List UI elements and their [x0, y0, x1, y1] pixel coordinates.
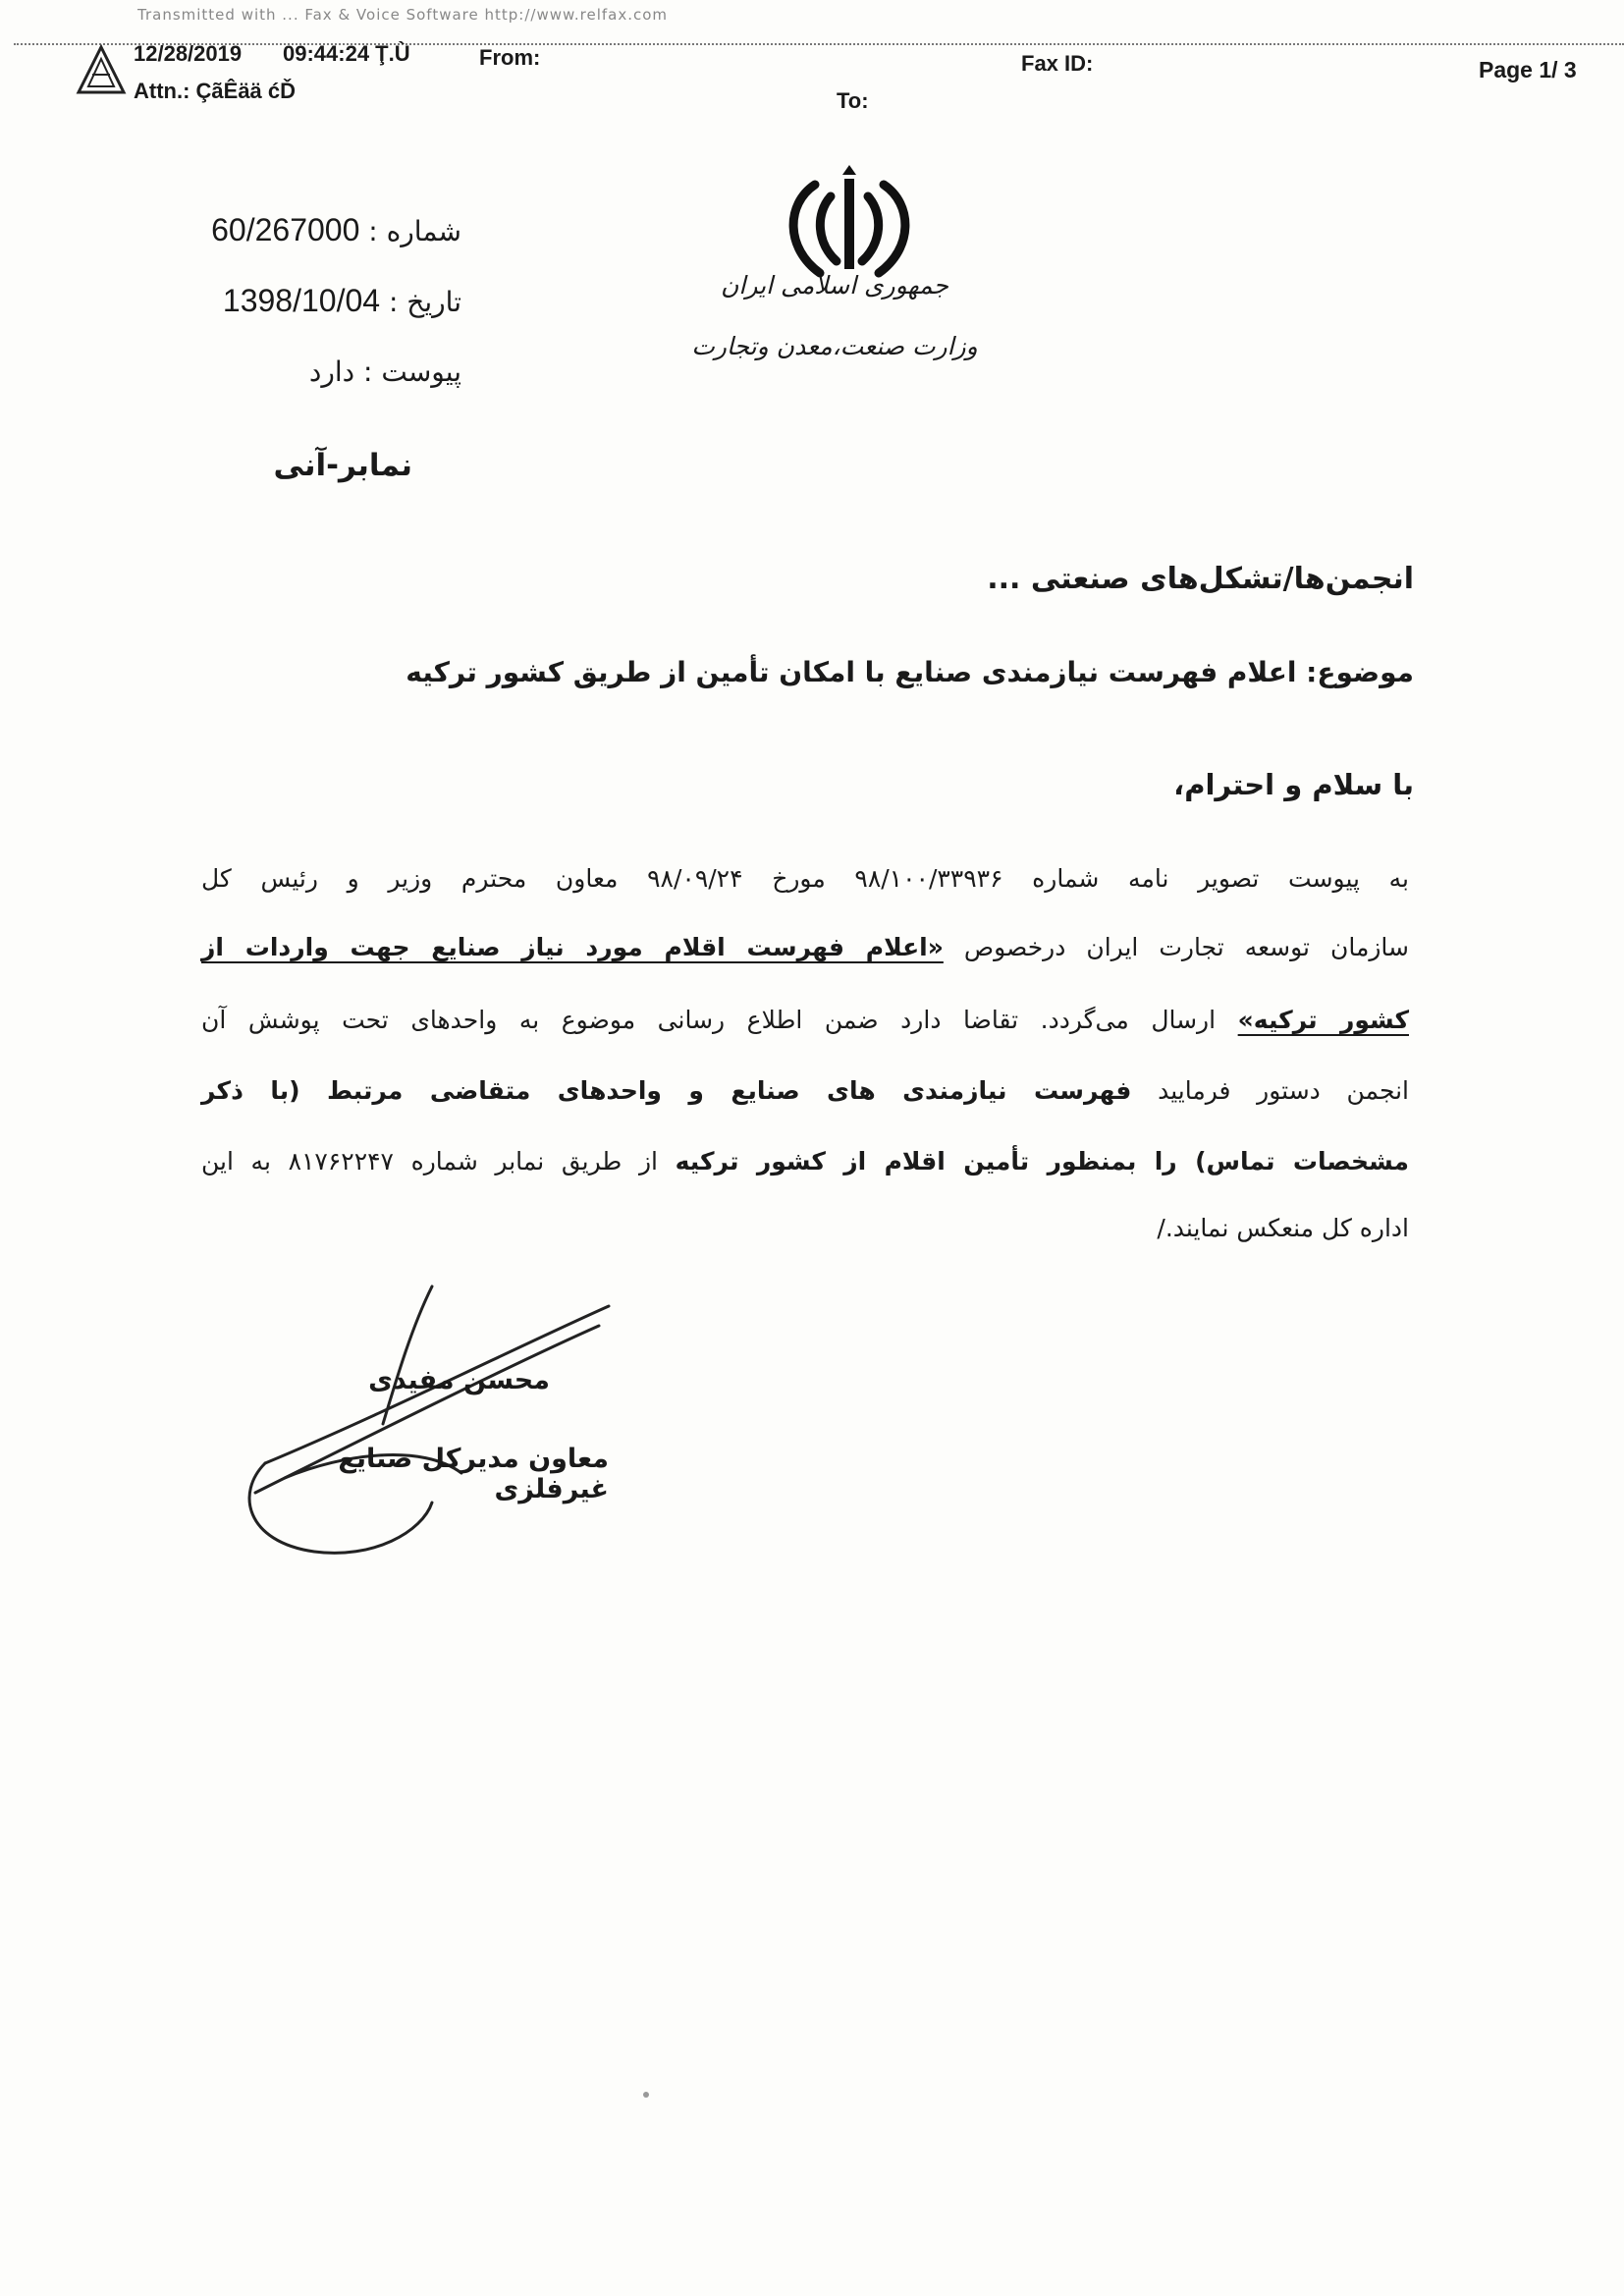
fax-id-label: Fax ID: [1021, 51, 1094, 76]
body-line-2-emphasis: «اعلام فهرست اقلام مورد نیاز صنایع جهت واردات از [201, 933, 944, 961]
letter-number-row [167, 212, 461, 248]
letter-date-value: 1398/10/04 [222, 283, 381, 318]
body-line-4-text: انجمن دستور فرمایید [1131, 1076, 1409, 1105]
signatory-title: معاون مدیرکل صنایع غیرفلزی [338, 1444, 609, 1504]
fax-transmission-strip: Transmitted with ... Fax & Voice Software http://www.relfax.com [137, 6, 669, 24]
body-paragraph-line-6: اداره کل منعکس نمایند./ [1157, 1214, 1409, 1242]
body-line-5-text: از طریق نمابر شماره ۸۱۷۶۲۲۴۷ به این [201, 1147, 676, 1175]
letter-attachment-value: دارد [308, 355, 355, 388]
letter-number-label: شماره : [368, 215, 461, 247]
body-line-3-emphasis: کشور ترکیه» [1237, 1006, 1409, 1034]
letter-recipient: انجمن‌ها/تشکل‌های صنعتی ... [987, 562, 1414, 596]
iran-emblem-icon [766, 165, 933, 283]
letter-subject: موضوع: اعلام فهرست نیازمندی صنایع با امکان تأمین از طریق کشور ترکیه [406, 656, 1414, 688]
body-paragraph-line-1: به پیوست تصویر نامه شماره ۹۸/۱۰۰/۳۳۹۳۶ مورخ ۹۸/۰۹/۲۴ معاون محترم وزیر و رئیس کل [201, 864, 1409, 893]
body-line-4-emphasis: فهرست نیازمندی های صنایع و واحدهای متقاضی مرتبط (با ذکر [201, 1076, 1132, 1105]
fax-time: 09:44:24 Ţ.Ù [283, 41, 410, 66]
letter-date-label: تاریخ : [388, 286, 461, 318]
letterhead-republic: جمهوری اسلامی ایران [721, 271, 948, 300]
fax-attn: Attn.: ÇãÊää ćĎ [134, 79, 297, 103]
body-paragraph-line-2 [201, 933, 1409, 961]
body-line-2-text: سازمان توسعه تجارت ایران درخصوص [943, 933, 1410, 961]
body-paragraph-line-3 [201, 1006, 1409, 1034]
letterhead-ministry: وزارت صنعت،معدن وتجارت [691, 332, 978, 360]
body-line-5-emphasis: مشخصات تماس) را بمنظور تأمین اقلام از کشور ترکیه [675, 1147, 1409, 1175]
scan-speck [643, 2092, 649, 2098]
fax-software-logo-icon [75, 43, 128, 96]
handwritten-signature-icon [226, 1267, 619, 1571]
fax-from-label: From: [479, 45, 541, 70]
fax-date: 12/28/2019 [134, 41, 243, 66]
signatory-name: محسن مفیدی [368, 1365, 550, 1395]
fax-to-label: To: [837, 88, 869, 113]
body-paragraph-line-5 [201, 1147, 1409, 1175]
body-paragraph-line-4 [201, 1076, 1409, 1105]
letter-greeting: با سلام و احترام، [1173, 768, 1414, 801]
fax-page-number: Page 1/ 3 [1479, 57, 1577, 82]
letter-date-row [167, 283, 461, 319]
letter-attachment-row [167, 355, 461, 388]
letter-number-value: 60/267000 [211, 212, 360, 247]
header-divider [14, 43, 1624, 45]
fax-priority: نمابر-آنی [273, 448, 412, 483]
letter-attachment-label: پیوست : [363, 355, 461, 388]
body-line-3-text: ارسال می‌گردد. تقاضا دارد ضمن اطلاع رسانی موضوع به واحدهای تحت پوشش آن [201, 1006, 1238, 1034]
